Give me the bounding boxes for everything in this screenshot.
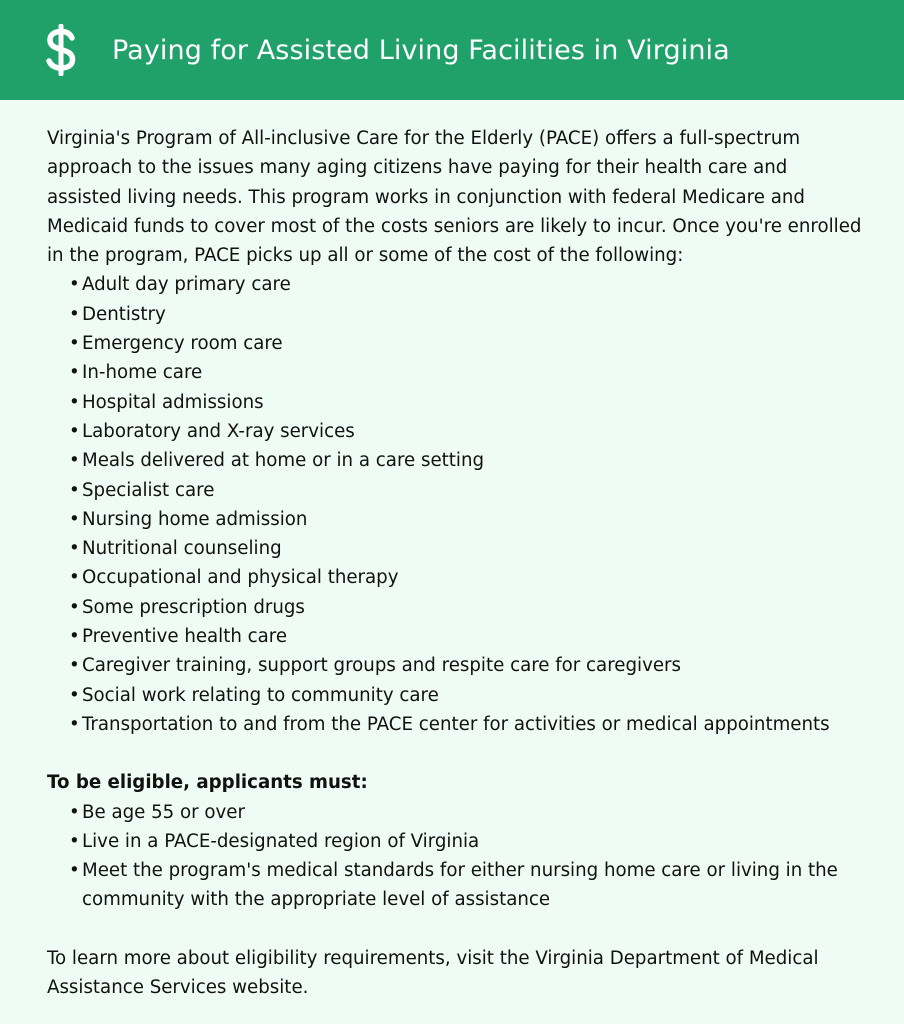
list-item: • Transportation to and from the PACE center for activities or medical appointments	[69, 710, 864, 739]
list-item: • Nursing home admission	[69, 505, 864, 534]
list-item: • Adult day primary care	[69, 270, 864, 299]
list-item: • Live in a PACE-designated region of Virginia	[69, 827, 864, 856]
list-item: • Nutritional counseling	[69, 534, 864, 563]
list-item: • Dentistry	[69, 300, 864, 329]
list-item: • In-home care	[69, 358, 864, 387]
list-item: • Be age 55 or over	[69, 798, 864, 827]
list-item: • Social work relating to community care	[69, 681, 864, 710]
list-item: • Caregiver training, support groups and respite care for caregivers	[69, 651, 864, 680]
dollar-icon	[44, 24, 78, 76]
list-item: • Emergency room care	[69, 329, 864, 358]
header-banner	[0, 0, 904, 100]
intro-paragraph: Virginia's Program of All-inclusive Care for the Elderly (PACE) offers a full-spectrum approach to the issues many aging citizens have paying for their health care and assisted living needs. This program works in conjunction with federal Medicare and Medicaid funds to cover most of the costs seniors are likely to incur. Once you're enrolled in the program, PACE picks up all or some of the cost of the following:	[47, 128, 862, 267]
list-item: • Laboratory and X-ray services	[69, 417, 864, 446]
list-item: • Meals delivered at home or in a care setting	[69, 446, 864, 475]
list-item: • Hospital admissions	[69, 388, 864, 417]
outro-paragraph: To learn more about eligibility requirements, visit the Virginia Department of Medical Assistance Services website.	[47, 947, 819, 999]
list-item: • Meet the program's medical standards for either nursing home care or living in the community with the appropriate level of assistance	[69, 856, 864, 915]
list-item: • Occupational and physical therapy	[69, 563, 864, 592]
list-item: • Some prescription drugs	[69, 593, 864, 622]
list-item: • Specialist care	[69, 476, 864, 505]
services-list	[47, 270, 864, 739]
page-title: Paying for Assisted Living Facilities in Virginia	[112, 34, 730, 66]
eligibility-list	[47, 798, 864, 915]
list-item: • Preventive health care	[69, 622, 864, 651]
eligibility-heading: To be eligible, applicants must:	[47, 772, 368, 794]
article-body	[0, 100, 904, 1002]
